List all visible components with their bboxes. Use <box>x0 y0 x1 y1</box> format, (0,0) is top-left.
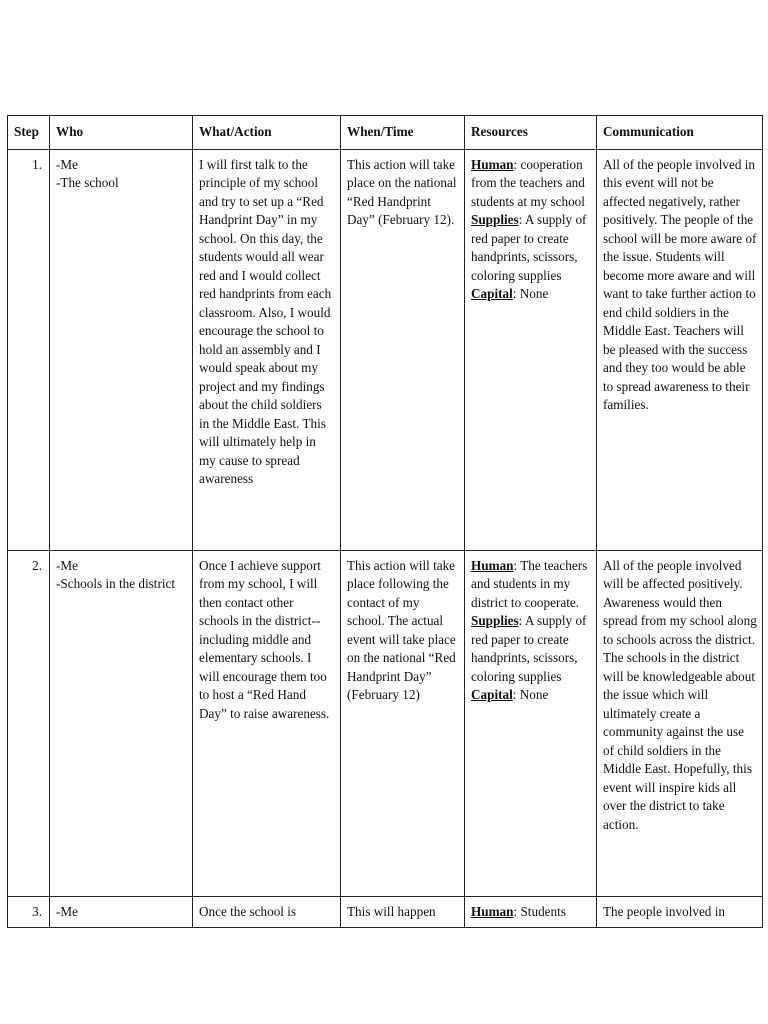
capital-text: : None <box>512 687 549 702</box>
communication-cell: The people involved in <box>597 896 763 928</box>
who-cell: -Me -The school <box>50 149 193 550</box>
communication-cell: All of the people involved in this event will not be affected negatively, rather positively. The people of the school will be more aware of the issue. Students will become more aware and will want to take further action to end child soldiers in the Middle East. Teachers will be pleased with the success and they too would be able to spread awareness to their families. <box>597 149 763 550</box>
who-cell: -Me <box>50 896 193 928</box>
step-number: 1. <box>8 149 50 550</box>
action-cell: Once I achieve support from my school, I will then contact other schools in the district-- including middle and elementary schools. I will encourage them too to host a “Red Hand Day” to raise awareness. <box>193 550 341 896</box>
human-text: : cooperation from the teachers and students at my school <box>471 156 585 209</box>
header-who: Who <box>50 116 193 150</box>
action-plan-table <box>7 115 763 928</box>
human-label: Human <box>471 903 514 919</box>
capital-label: Capital <box>471 286 513 301</box>
time-cell: This action will take place following the contact of my school. The actual event will take place on the national “Red Handprint Day” (February 12) <box>341 550 465 896</box>
header-communication: Communication <box>597 116 763 150</box>
supplies-label: Supplies <box>471 613 519 628</box>
capital-text: : None <box>512 286 549 301</box>
supplies-label: Supplies <box>471 212 519 227</box>
human-label: Human <box>471 557 514 573</box>
time-cell: This will happen <box>341 896 465 928</box>
header-row <box>8 116 763 150</box>
step-number: 3. <box>8 896 50 928</box>
header-what-action: What/Action <box>193 116 341 150</box>
communication-cell: All of the people involved will be affected positively. Awareness would then spread from my school along to schools across the district. The schools in the district will be knowledgeable about the issue which will ultimately create a community against the use of child soldiers in the Middle East. Hopefully, this event will inspire kids all over the district to take action. <box>597 550 763 896</box>
who-cell: -Me -Schools in the district <box>50 550 193 896</box>
resources-cell <box>465 550 597 896</box>
resources-cell <box>465 896 597 928</box>
human-label: Human <box>471 156 514 172</box>
step-number: 2. <box>8 550 50 896</box>
time-cell: This action will take place on the national “Red Handprint Day” (February 12). <box>341 149 465 550</box>
table-row <box>8 896 763 928</box>
header-when-time: When/Time <box>341 116 465 150</box>
header-step: Step <box>8 116 50 150</box>
human-text: : Students <box>513 903 566 919</box>
resources-cell <box>465 149 597 550</box>
table-row <box>8 550 763 896</box>
human-text: : The teachers and students in my district to cooperate. <box>471 557 588 610</box>
capital-label: Capital <box>471 687 513 702</box>
action-cell: I will first talk to the principle of my school and try to set up a “Red Handprint Day” in my school. On this day, the students would all wear red and I would collect red handprints from each classroom. Also, I would encourage the school to hold an assembly and I would speak about my project and my findings about the child soldiers in the Middle East. This will ultimately help in my cause to spread awareness <box>193 149 341 550</box>
supplies-text: : A supply of red paper to create handprints, scissors, coloring supplies <box>471 212 587 283</box>
supplies-text: : A supply of red paper to create handprints, scissors, coloring supplies <box>471 613 587 684</box>
action-cell: Once the school is <box>193 896 341 928</box>
table-row <box>8 149 763 550</box>
header-resources: Resources <box>465 116 597 150</box>
